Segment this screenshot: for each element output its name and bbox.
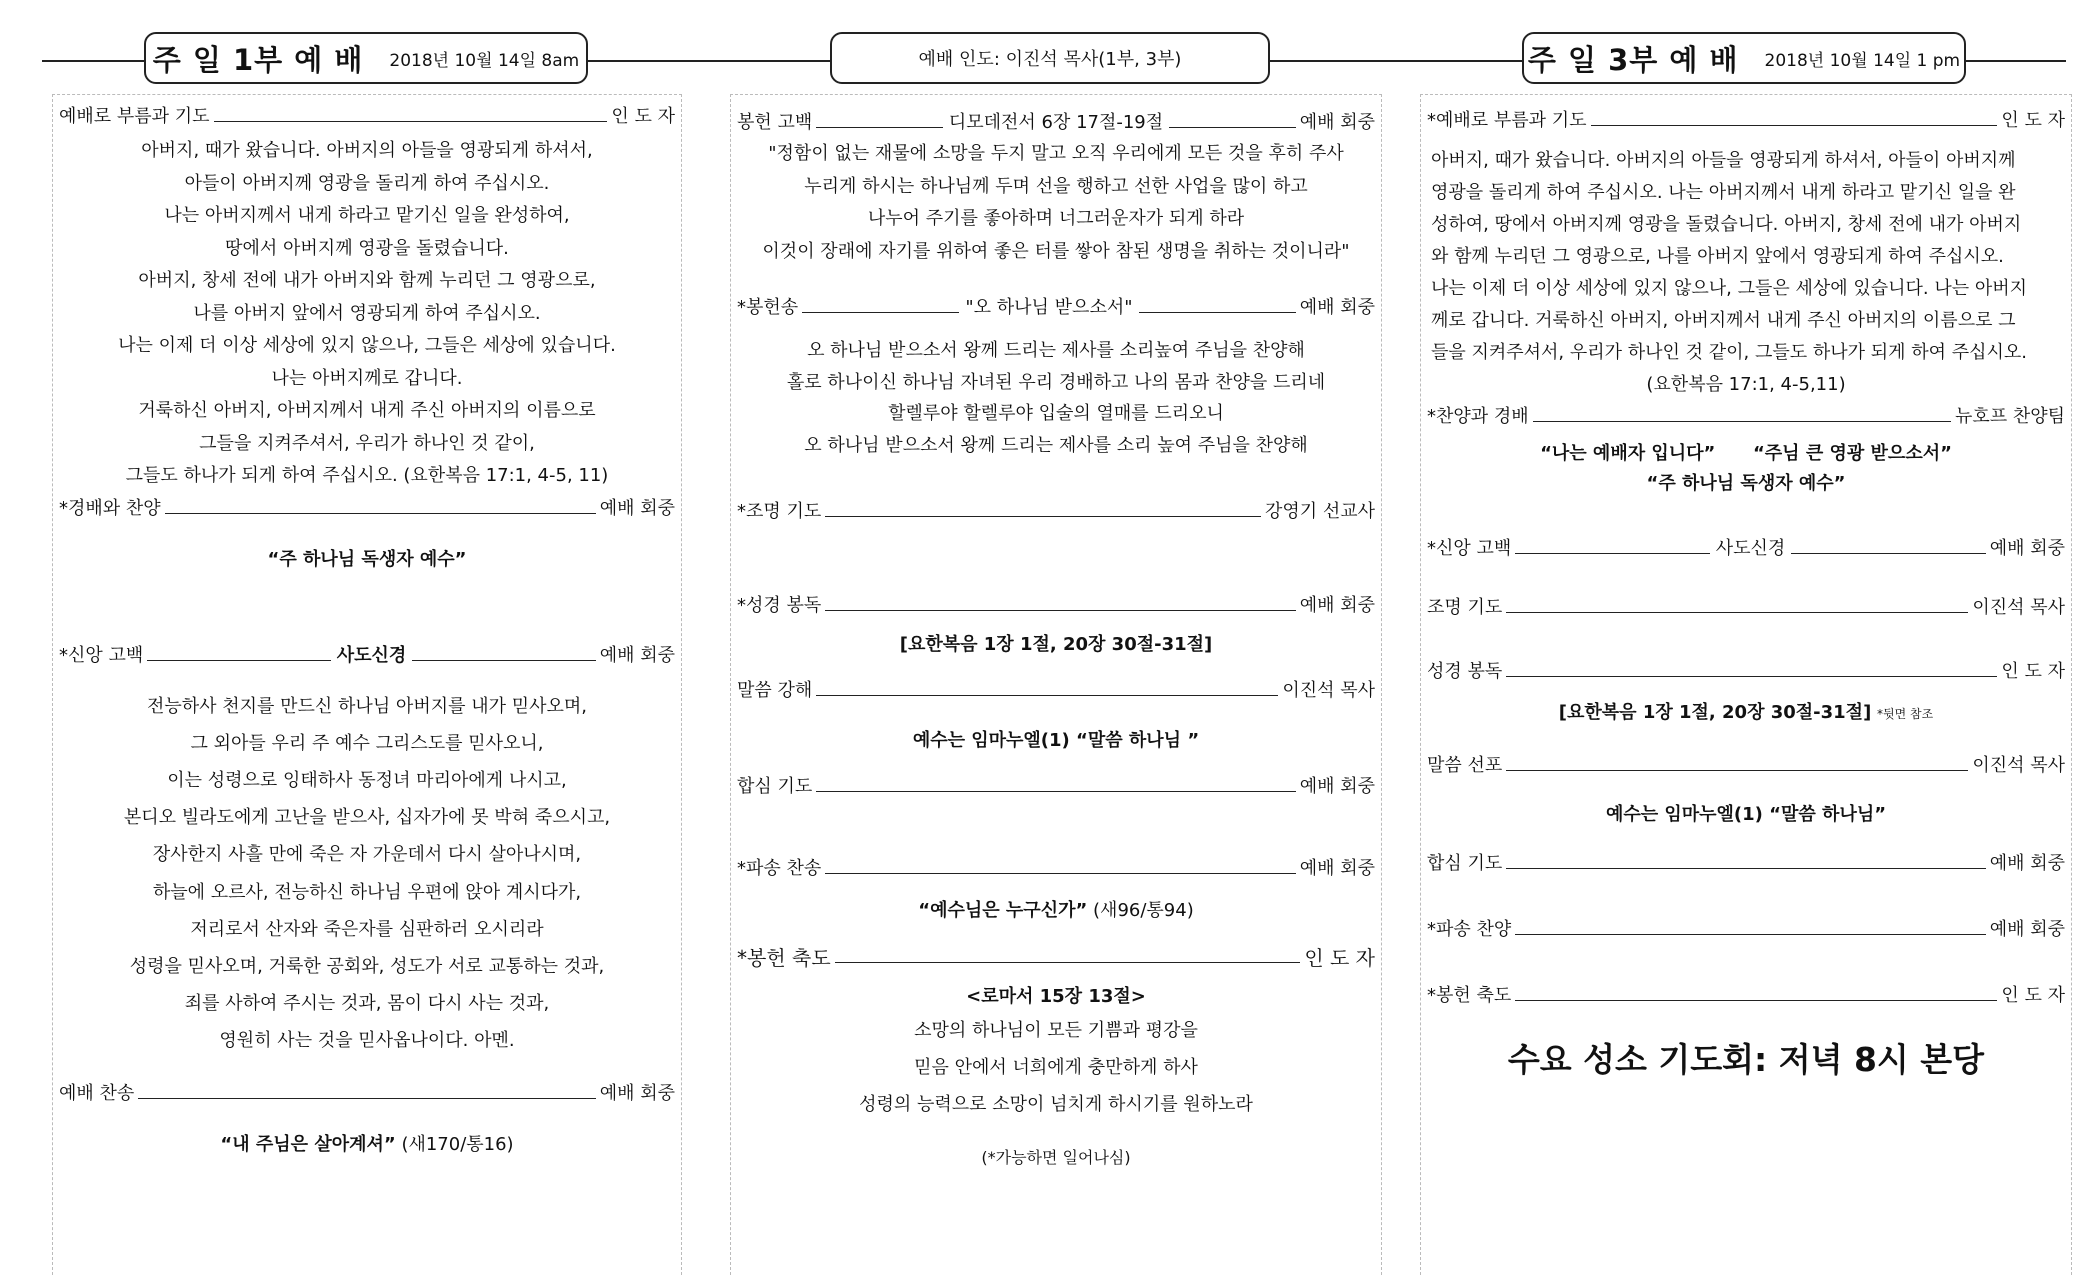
item-scripture-reading <box>737 594 1375 618</box>
sermon-title: 예수는 임마누엘(1) “말씀 하나님” <box>1605 804 1887 825</box>
text-line: 저리로서 산자와 죽은자를 심판하러 오시리라 <box>190 918 544 940</box>
item-benediction <box>737 946 1375 970</box>
item-leader: 강영기 선교사 <box>1264 501 1375 522</box>
call-scripture-reference: (요한복음 17:1, 4-5,11) <box>1646 374 1846 395</box>
wednesday-prayer-announcement: 수요 성소 기도회: 저녁 8시 본당 <box>1507 1040 1985 1079</box>
praise-songs <box>1427 439 2065 499</box>
scripture-reference: [요한복음 1장 1절, 20장 30절-31절] <box>1558 702 1872 723</box>
text-line: 전능하사 천지를 만드신 하나님 아버지를 내가 믿사오며, <box>147 695 587 717</box>
item-label: 합심 기도 <box>737 776 813 797</box>
item-praise-worship <box>1427 405 2065 429</box>
text-line: 아버지, 창세 전에 내가 아버지와 함께 누리던 그 영광으로, <box>138 270 596 291</box>
item-benediction <box>1427 984 2065 1008</box>
item-leader: 인 도 자 <box>2001 985 2065 1006</box>
leader-line <box>802 312 959 313</box>
item-label: *파송 찬양 <box>1427 919 1512 940</box>
leader-line <box>1169 127 1296 128</box>
leader-line <box>1506 868 1985 869</box>
leader-line <box>825 610 1295 611</box>
text-line: 이는 성령으로 잉태하사 동정녀 마리아에게 나시고, <box>167 769 567 791</box>
offering-order <box>730 94 1382 1275</box>
leader-header <box>830 32 1270 84</box>
item-leader: 이진석 목사 <box>1972 755 2065 776</box>
call-to-worship-text <box>59 135 675 493</box>
item-label: 예배로 부름과 기도 <box>59 106 210 127</box>
praise-song: “주님 큰 영광 받으소서” <box>1752 443 1952 464</box>
item-leader: 예배 회중 <box>599 1082 675 1104</box>
item-label: *성경 봉독 <box>737 595 822 616</box>
text-line: 나는 이제 더 이상 세상에 있지 않으나, 그들은 세상에 있습니다. 나는 아버지 <box>1431 278 2028 299</box>
item-leader: 예배 회중 <box>599 497 675 519</box>
header-rule-right <box>1966 60 2066 62</box>
text-line: 장사한지 사흘 만에 죽은 자 가운데서 다시 살아나시며, <box>152 844 582 866</box>
hymn-title: “내 주님은 살아계셔” <box>220 1133 396 1155</box>
item-label: 합심 기도 <box>1427 853 1503 874</box>
text-line: 하늘에 오르사, 전능하신 하나님 우편에 앉아 계시다가, <box>152 881 582 903</box>
item-label: 예배 찬송 <box>59 1082 135 1104</box>
item-leader: 예배 회중 <box>1989 853 2065 874</box>
leader-line <box>412 660 595 661</box>
sending-hymn-title: “예수님은 누구신가” <box>918 900 1088 921</box>
item-leader: 예배 회중 <box>1299 112 1375 133</box>
item-label: *봉헌 축도 <box>1427 985 1512 1006</box>
scripture-note: *뒷면 참조 <box>1877 707 1934 721</box>
text-line: 성하여, 땅에서 아버지께 영광을 돌렸습니다. 아버지, 창세 전에 내가 아버지 <box>1431 214 2022 235</box>
hymn-number: (새170/통16) <box>401 1133 514 1155</box>
item-label: *봉헌 축도 <box>737 946 831 970</box>
text-line: "정함이 없는 재물에 소망을 두지 말고 오직 우리에게 모든 것을 후히 주사 <box>768 143 1344 164</box>
leader-line <box>1139 312 1296 313</box>
item-offering-song <box>737 296 1375 320</box>
offering-song-lyrics <box>737 335 1375 461</box>
leader-line <box>1591 125 1998 126</box>
service1-header <box>144 32 588 84</box>
item-label: *파송 찬송 <box>737 858 822 879</box>
leader-line <box>825 873 1295 874</box>
leader-line <box>165 513 596 514</box>
service1-date: 2018년 10월 14일 8am <box>389 50 580 71</box>
item-mid: "오 하나님 받으소서" <box>965 297 1133 318</box>
text-line: 거룩하신 아버지, 아버지께서 내게 주신 아버지의 이름으로 <box>138 400 596 421</box>
worship-leader: 예배 인도: 이진석 목사(1부, 3부) <box>918 49 1182 70</box>
item-leader: 이진석 목사 <box>1972 597 2065 618</box>
leader-line <box>816 695 1278 696</box>
header-rule-mid-left <box>588 60 830 62</box>
header-rule-left <box>42 60 144 62</box>
leader-line <box>816 791 1295 792</box>
service3-header <box>1522 32 1966 84</box>
call-to-worship-text <box>1427 145 2065 369</box>
item-leader: 예배 회중 <box>1989 538 2065 559</box>
text-line: 소망의 하나님이 모든 기쁨과 평강을 <box>914 1020 1198 1041</box>
leader-line <box>816 127 943 128</box>
item-call-to-worship <box>1427 109 2065 133</box>
item-label: *신앙 고백 <box>1427 538 1512 559</box>
hymn-title-line <box>59 1130 675 1156</box>
worship-song: “주 하나님 독생자 예수” <box>267 548 467 570</box>
item-label: *예배로 부름과 기도 <box>1427 110 1587 131</box>
leader-line <box>825 516 1261 517</box>
text-line: 나는 아버지께서 내게 하라고 맡기신 일을 완성하여, <box>164 205 570 226</box>
item-leader: 뉴호프 찬양팀 <box>1954 406 2065 427</box>
benediction-text <box>737 1012 1375 1123</box>
item-illumination-prayer <box>737 500 1375 524</box>
praise-song: “나는 예배자 입니다” <box>1540 443 1716 464</box>
item-scripture-reading <box>1427 660 2065 684</box>
item-label: *경배와 찬양 <box>59 497 161 519</box>
text-line: 그들도 하나가 되게 하여 주십시오. (요한복음 17:1, 4-5, 11) <box>125 465 609 486</box>
text-line: 아버지, 때가 왔습니다. 아버지의 아들을 영광되게 하셔서, <box>141 140 593 161</box>
item-unison-prayer <box>1427 852 2065 876</box>
item-sermon <box>1427 754 2065 778</box>
leader-line <box>214 121 608 122</box>
item-leader: 예배 회중 <box>1299 858 1375 879</box>
apostles-creed-text <box>59 688 675 1060</box>
item-leader: 예배 회중 <box>1299 297 1375 318</box>
text-line: 누리게 하시는 하나님께 두며 선을 행하고 선한 사업을 많이 하고 <box>804 175 1308 197</box>
text-line: 나누어 주기를 좋아하며 너그러운자가 되게 하라 <box>867 208 1245 229</box>
item-leader: 인 도 자 <box>2001 661 2065 682</box>
text-line: 그들을 지켜주셔서, 우리가 하나인 것 같이, <box>199 432 535 454</box>
text-line: 오 하나님 받으소서 왕께 드리는 제사를 소리높여 주님을 찬양해 <box>807 340 1305 361</box>
item-leader: 예배 회중 <box>599 644 675 666</box>
item-label: *봉헌송 <box>737 297 799 318</box>
item-leader: 인 도 자 <box>611 106 675 127</box>
text-line: 나를 아버지 앞에서 영광되게 하여 주십시오. <box>193 302 541 324</box>
text-line: 그 외아들 우리 주 예수 그리스도를 믿사오니, <box>190 732 544 754</box>
leader-line <box>1515 553 1709 554</box>
service3-order <box>1420 94 2072 1275</box>
text-line: 홀로 하나이신 하나님 자녀된 우리 경배하고 나의 몸과 찬양을 드리네 <box>786 371 1326 393</box>
item-mid: 디모데전서 6장 17절-19절 <box>948 112 1164 133</box>
scripture-reference: [요한복음 1장 1절, 20장 30절-31절] <box>899 634 1213 655</box>
item-illumination-prayer <box>1427 596 2065 620</box>
text-line: 성령의 능력으로 소망이 넘치게 하시기를 원하노라 <box>859 1094 1253 1115</box>
item-hymn <box>59 1082 675 1106</box>
header-rule-mid-right <box>1270 60 1522 62</box>
text-line: 와 함께 누리던 그 영광으로, 나를 아버지 앞에서 영광되게 하여 주십시오. <box>1431 246 2004 267</box>
item-label: 조명 기도 <box>1427 597 1503 618</box>
item-offering-confession <box>737 111 1375 135</box>
service1-order <box>52 94 682 1275</box>
item-sending-praise <box>1427 918 2065 942</box>
leader-line <box>138 1098 595 1099</box>
item-leader: 이진석 목사 <box>1282 680 1375 701</box>
item-label: *조명 기도 <box>737 501 822 522</box>
item-unison-prayer <box>737 775 1375 799</box>
item-leader: 예배 회중 <box>1299 595 1375 616</box>
item-leader: 예배 회중 <box>1989 919 2065 940</box>
item-creed <box>59 644 675 668</box>
text-line: 영광을 돌리게 하여 주십시오. 나는 아버지께서 내게 하라고 맡기신 일을 완 <box>1431 182 2016 203</box>
text-line: 아들이 아버지께 영광을 돌리게 하여 주십시오. <box>184 172 550 194</box>
leader-line <box>1506 612 1968 613</box>
text-line: 믿음 안에서 너희에게 충만하게 하사 <box>914 1057 1198 1078</box>
item-mid: 사도신경 <box>336 644 407 666</box>
item-label: *신앙 고백 <box>59 644 144 666</box>
benediction-reference: <로마서 15장 13절> <box>966 986 1146 1007</box>
leader-line <box>1515 1000 1997 1001</box>
text-line: 땅에서 아버지께 영광을 돌렸습니다. <box>225 237 509 259</box>
text-line: 본디오 빌라도에게 고난을 받으사, 십자가에 못 박혀 죽으시고, <box>123 807 611 829</box>
text-line: 죄를 사하여 주시는 것과, 몸이 다시 사는 것과, <box>184 993 550 1015</box>
leader-line <box>1506 676 1997 677</box>
leader-line <box>147 660 330 661</box>
leader-line <box>835 962 1301 963</box>
sermon-title: 예수는 임마누엘(1) “말씀 하나님 ” <box>912 730 1200 751</box>
item-sermon <box>737 679 1375 703</box>
text-line: 들을 지켜주셔서, 우리가 하나인 것 같이, 그들도 하나가 되게 하여 주십시오. <box>1431 342 2028 363</box>
text-line: 아버지, 때가 왔습니다. 아버지의 아들을 영광되게 하셔서, 아들이 아버지께 <box>1431 150 2016 171</box>
item-label: 말씀 선포 <box>1427 755 1503 776</box>
item-leader: 인 도 자 <box>2001 110 2065 131</box>
text-line: 나는 이제 더 이상 세상에 있지 않으나, 그들은 세상에 있습니다. <box>118 335 616 356</box>
praise-song-row <box>1427 439 2065 469</box>
text-line: 영원히 사는 것을 믿사옵나이다. 아멘. <box>219 1030 515 1052</box>
item-mid: 사도신경 <box>1715 538 1786 559</box>
item-creed <box>1427 537 2065 561</box>
item-leader: 인 도 자 <box>1304 946 1375 970</box>
service3-date: 2018년 10월 14일 1 pm <box>1764 50 1961 71</box>
item-leader: 예배 회중 <box>1299 776 1375 797</box>
praise-song: “주 하나님 독생자 예수” <box>1646 473 1846 494</box>
text-line: 나는 아버지께로 갑니다. <box>271 367 463 389</box>
text-line: 성령을 믿사오며, 거룩한 공회와, 성도가 서로 교통하는 것과, <box>129 955 605 977</box>
sending-hymn-line <box>737 896 1375 922</box>
leader-line <box>1533 421 1951 422</box>
service3-title: 주 일 3부 예 배 <box>1527 42 1739 77</box>
leader-line <box>1515 934 1985 935</box>
offering-scripture <box>737 138 1375 268</box>
item-label: *찬양과 경배 <box>1427 406 1529 427</box>
text-line: 께로 갑니다. 거룩하신 아버지, 아버지께서 내게 주신 아버지의 이름으로 그 <box>1431 310 2016 331</box>
leader-line <box>1791 553 1985 554</box>
text-line: 오 하나님 받으소서 왕께 드리는 제사를 소리 높여 주님을 찬양해 <box>804 434 1308 456</box>
text-line: 이것이 장래에 자기를 위하여 좋은 터를 쌓아 참된 생명을 취하는 것이니라" <box>762 240 1350 262</box>
sending-hymn-number: (새96/통94) <box>1093 900 1194 921</box>
item-sending-hymn <box>737 857 1375 881</box>
item-call-to-worship <box>59 105 675 129</box>
leader-line <box>1506 770 1968 771</box>
item-worship-praise <box>59 497 675 521</box>
stand-note: (*가능하면 일어나심) <box>981 1148 1131 1167</box>
item-label: 성경 봉독 <box>1427 661 1503 682</box>
item-label: 봉헌 고백 <box>737 112 813 133</box>
text-line: 할렐루야 할렐루야 입술의 열매를 드리오니 <box>888 403 1224 424</box>
scripture-reference-line <box>1427 698 2065 724</box>
item-label: 말씀 강해 <box>737 680 813 701</box>
service1-title: 주 일 1부 예 배 <box>152 42 364 77</box>
